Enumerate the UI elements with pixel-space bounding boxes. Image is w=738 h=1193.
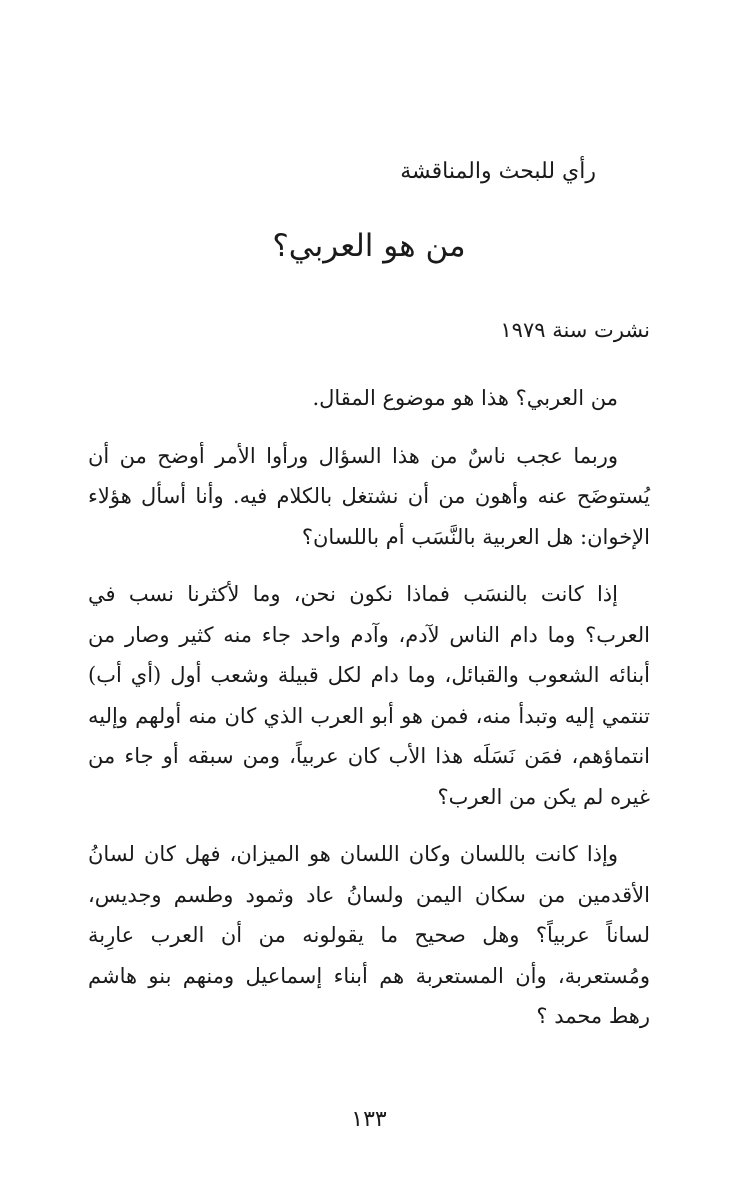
section-label: رأي للبحث والمناقشة bbox=[400, 159, 596, 184]
paragraph: وربما عجب ناسٌ من هذا السؤال ورأوا الأمر أوضح من أن يُستوضَح عنه وأهون من أن نشتغل بالكلام فيه. وأنا أسأل هؤلاء الإخوان: هل العربية بالنَّسَب أم باللسان؟ bbox=[88, 443, 650, 549]
article-body bbox=[88, 378, 650, 1054]
paragraph: إذا كانت بالنسَب فماذا نكون نحن، وما لأكثرنا نسب في العرب؟ وما دام الناس لآدم، وآدم واحد جاء منه كثير وصار من أبنائه الشعوب والقبائل، وما دام لكل قبيلة وشعب أول (أي أب) تنتمي إليه وتبدأ منه، فمن هو أبو العرب الذي كان منه أولهم وإليه انتماؤهم، فمَن نَسَلَه هذا الأب كان عربياً، ومن سبقه أو جاء من غيره لم يكن من العرب؟ bbox=[88, 582, 650, 809]
publication-date: نشرت سنة ١٩٧٩ bbox=[500, 318, 650, 342]
paragraph: وإذا كانت باللسان وكان اللسان هو الميزان، فهل كان لسانُ الأقدمين من سكان اليمن ولسانُ عاد وثمود وطسم وجديس، لساناً عربياً؟ وهل صحيح ما يقولونه من أن العرب عارِبة ومُستعربة، وأن المستعربة هم أبناء إسماعيل ومنهم بنو هاشم رهط محمد ؟ bbox=[88, 842, 650, 1028]
page-number: ١٣٣ bbox=[351, 1107, 387, 1132]
paragraph: من العربي؟ هذا هو موضوع المقال. bbox=[312, 386, 618, 410]
article-title: من هو العربي؟ bbox=[272, 228, 466, 264]
